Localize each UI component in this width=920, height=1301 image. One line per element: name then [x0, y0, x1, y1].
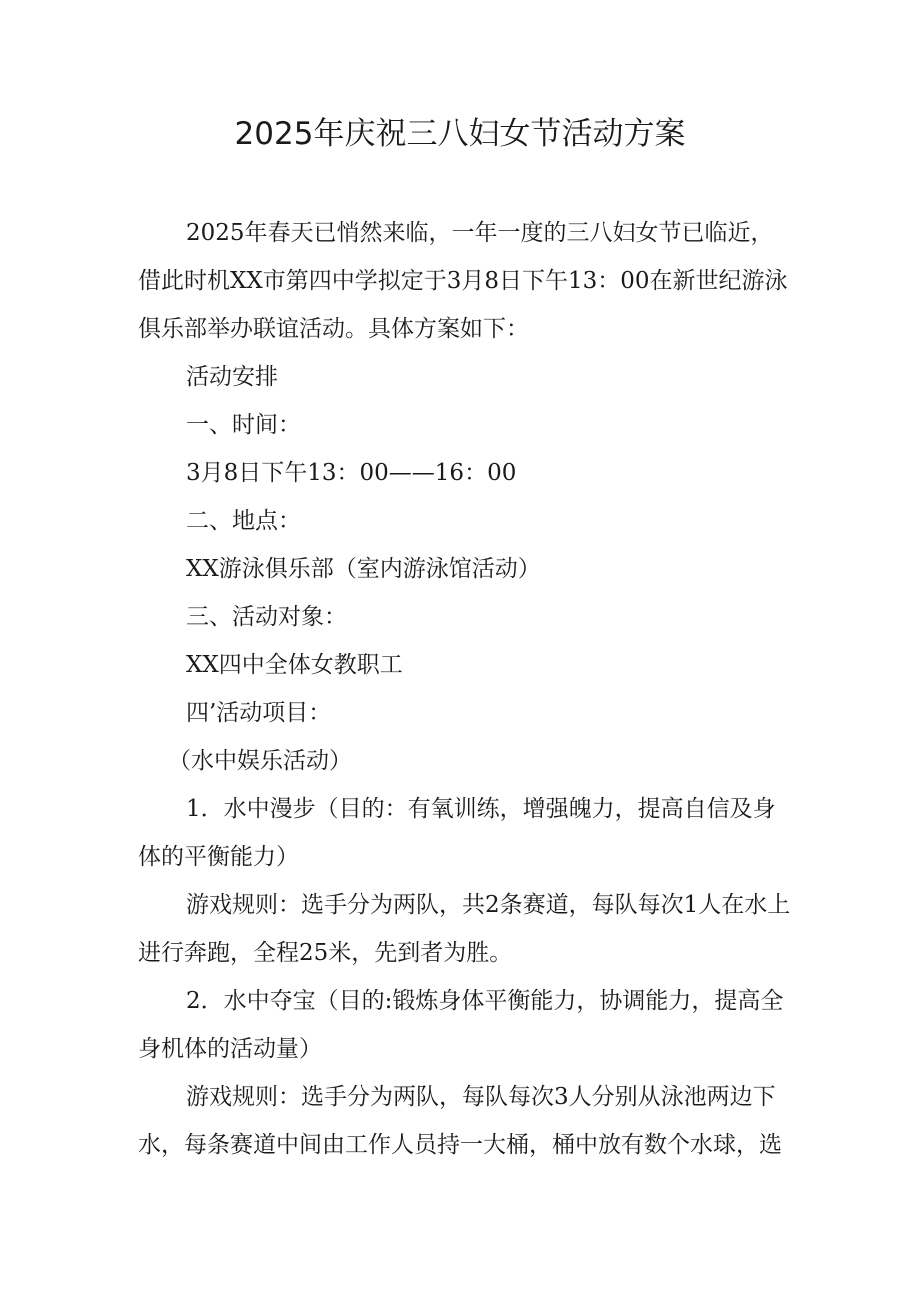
document-body [138, 209, 794, 1169]
intro-paragraph: 2025年春天已悄然来临，一年一度的三八妇女节已临近，借此时机XX市第四中学拟定于3月8日下午13：00在新世纪游泳俱乐部举办联谊活动。具体方案如下： [138, 220, 788, 342]
document-title: 2025年庆祝三八妇女节活动方案 [234, 116, 686, 152]
section-heading-arrangement: 活动安排 [186, 364, 278, 390]
activity-item-2: 2．水中夺宝（目的:锻炼身体平衡能力，协调能力，提高全身机体的活动量） [138, 988, 784, 1062]
section-heading-location: 二、地点： [186, 508, 301, 534]
participants-value: XX四中全体女教职工 [186, 652, 403, 678]
activity-rule-2: 游戏规则：选手分为两队，每队每次3人分别从泳池两边下水，每条赛道中间由工作人员持一大桶，桶中放有数个水球，选 [138, 1084, 782, 1158]
time-value: 3月8日下午13：00——16：00 [186, 460, 517, 486]
location-value: XX游泳俱乐部（室内游泳馆活动） [186, 556, 541, 582]
activity-item-1: 1．水中漫步（目的：有氧训练，增强魄力，提高自信及身体的平衡能力） [138, 796, 776, 870]
activity-category: （水中娱乐活动） [168, 748, 352, 774]
section-heading-participants: 三、活动对象： [186, 604, 347, 630]
section-heading-time: 一、时间： [186, 412, 301, 438]
activity-rule-1: 游戏规则：选手分为两队，共2条赛道，每队每次1人在水上进行奔跑，全程25米，先到者为胜。 [138, 892, 791, 966]
section-heading-activities: 四’活动项目： [186, 700, 332, 726]
